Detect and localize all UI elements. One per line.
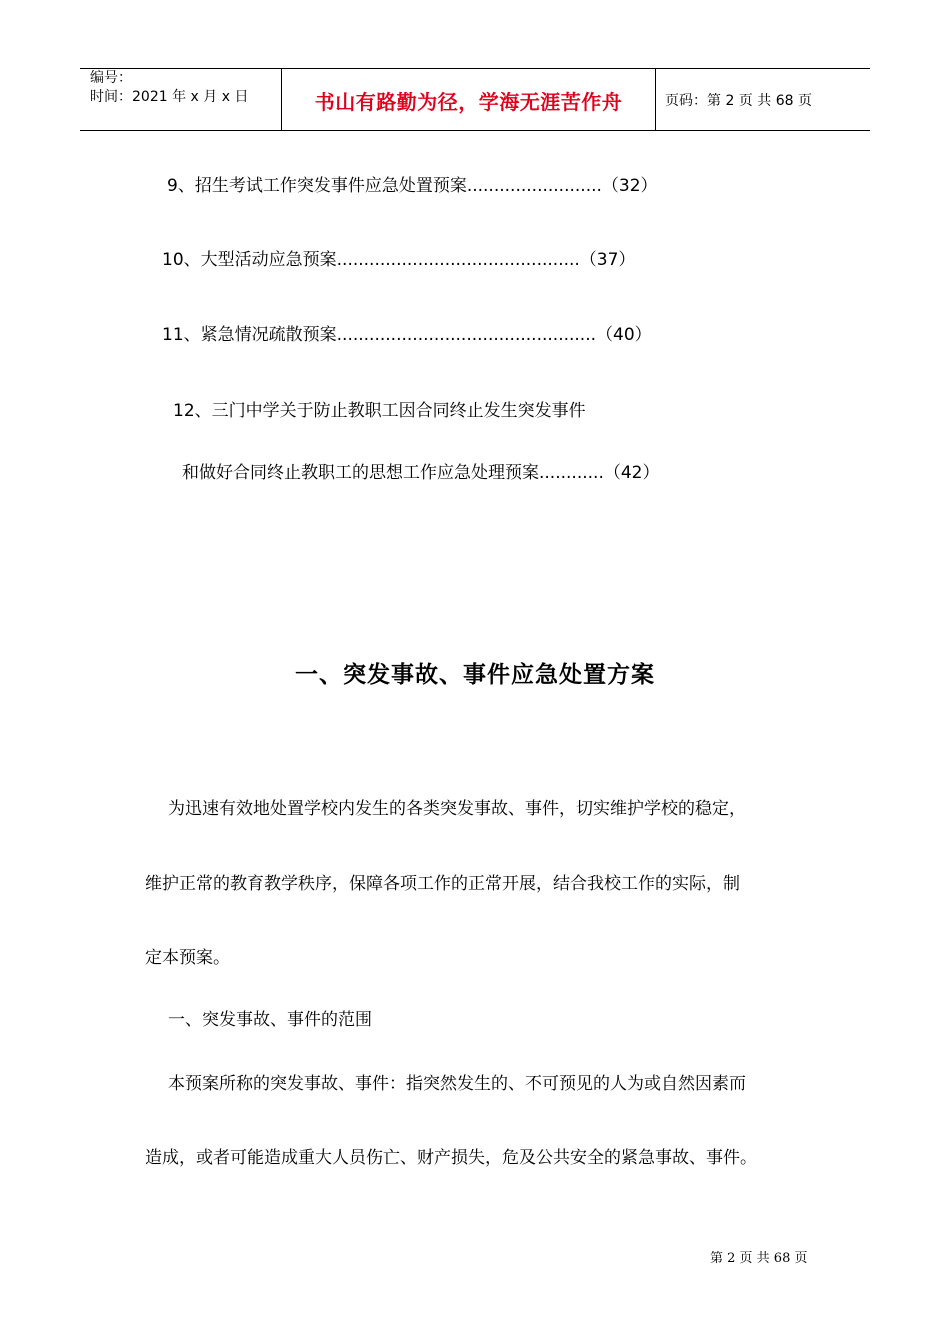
body-line: 本预案所称的突发事故、事件：指突然发生的、不可预见的人为或自然因素而 <box>168 1074 746 1094</box>
toc-entry: 12、三门中学关于防止教职工因合同终止发生突发事件 <box>173 401 586 421</box>
subsection-heading: 一、突发事故、事件的范围 <box>168 1010 372 1030</box>
header-page-info: 页码：第 2 页 共 68 页 <box>665 93 812 109</box>
body-line: 定本预案。 <box>145 948 230 968</box>
toc-entry-continuation: 和做好合同终止教职工的思想工作应急处理预案............（42） <box>182 463 660 483</box>
page-footer: 第 2 页 共 68 页 <box>710 1251 808 1266</box>
header-motto: 书山有路勤为径，学海无涯苦作舟 <box>314 90 623 114</box>
body-line: 维护正常的教育教学秩序，保障各项工作的正常开展，结合我校工作的实际，制 <box>145 874 740 894</box>
header-meta-cell <box>80 69 281 130</box>
header-page-cell <box>655 69 870 130</box>
body-line: 为迅速有效地处置学校内发生的各类突发事故、事件，切实维护学校的稳定， <box>168 799 746 819</box>
document-date: 时间：2021 年 x 月 x 日 <box>90 89 249 105</box>
page-header <box>80 68 870 131</box>
header-motto-cell <box>281 69 656 130</box>
toc-entry: 10、大型活动应急预案.............................................（37） <box>162 250 636 270</box>
toc-entry: 11、紧急情况疏散预案................................................（40） <box>162 325 652 345</box>
document-number-label: 编号： <box>90 70 132 86</box>
toc-entry: 9、招生考试工作突发事件应急处置预案.........................（32） <box>167 176 658 196</box>
body-line: 造成，或者可能造成重大人员伤亡、财产损失，危及公共安全的紧急事故、事件。 <box>145 1148 757 1168</box>
section-title: 一、突发事故、事件应急处置方案 <box>295 662 655 688</box>
